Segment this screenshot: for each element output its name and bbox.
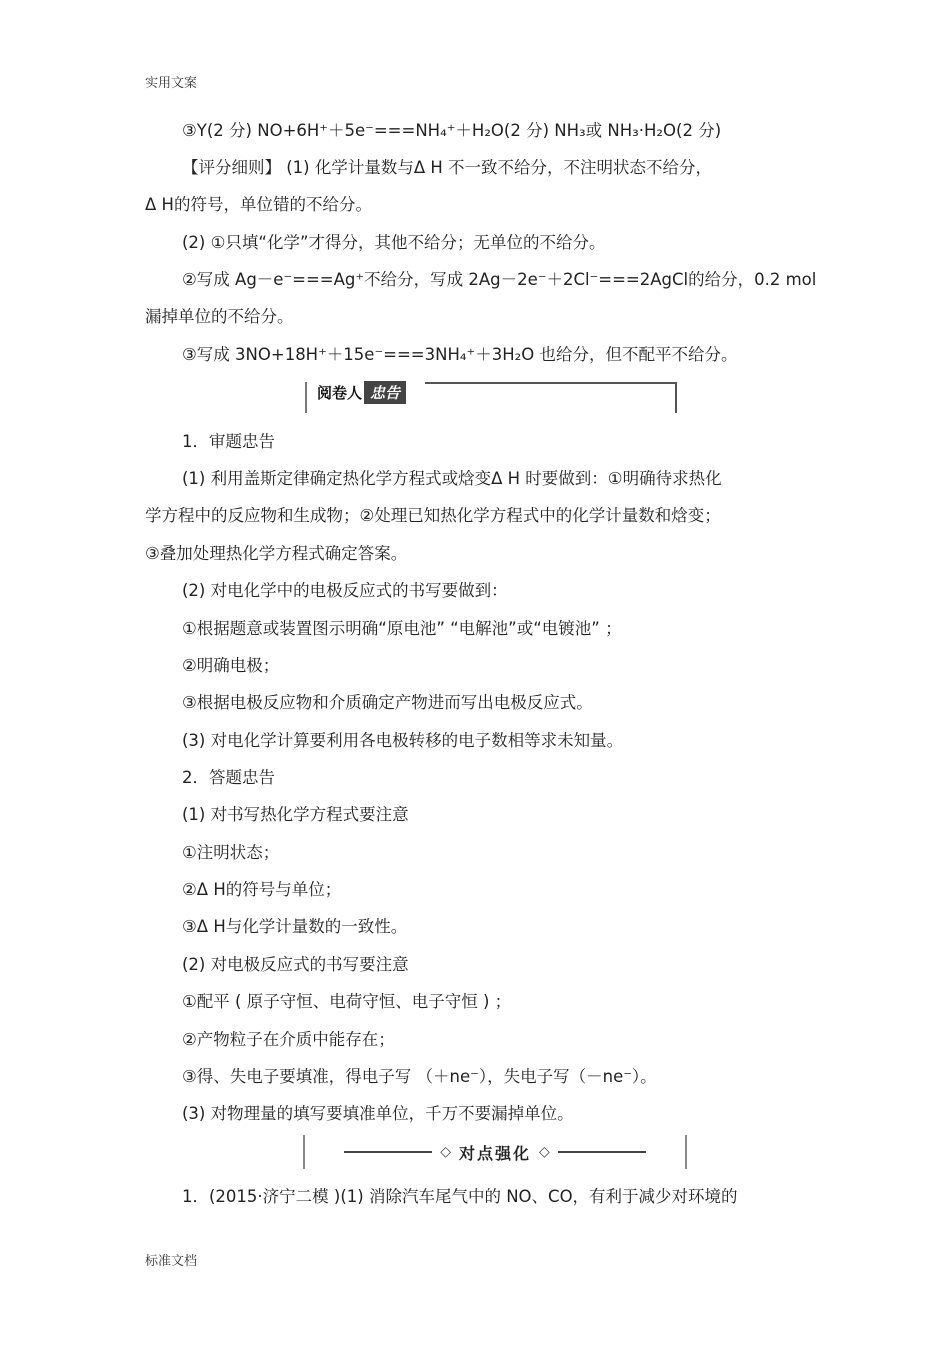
text-line: ③叠加处理热化学方程式确定答案。 [145, 544, 408, 563]
text-line: ②明确电极； [182, 656, 280, 675]
text-line: ①配平 ( 原子守恒、电荷守恒、电子守恒 ) ； [182, 992, 512, 1011]
text-line: ③根据电极反应物和介质确定产物进而写出电极反应式。 [182, 693, 593, 712]
text-line: (2) 对电化学中的电极反应式的书写要做到： [182, 581, 508, 600]
page-footer: 标准文档 [145, 1254, 198, 1269]
section-heading: 2．答题忠告 [182, 768, 275, 787]
text-line: ①根据题意或装置图示明确“原电池” “电解池”或“电镀池” ； [182, 619, 622, 638]
text-line: ②写成 Ag－e⁻===Ag⁺不给分，写成 2Ag－2e⁻＋2Cl⁻===2AgCl的给分，0.2 mol [182, 270, 817, 289]
text-line: ③得、失电子要填准，得电子写 （＋ne⁻），失电子写（－ne⁻）。 [182, 1067, 657, 1086]
text-line: (1) 对书写热化学方程式要注意 [182, 805, 409, 824]
banner-label-right: 忠告 [364, 381, 406, 404]
practice-banner-title: 对点强化 [458, 1143, 531, 1163]
text-line: 学方程中的反应物和生成物；②处理已知热化学方程式中的化学计量数和焓变； [145, 506, 721, 525]
diamond-icon: ◇ [440, 1144, 451, 1160]
text-line: ③写成 3NO+18H⁺＋15e⁻===3NH₄⁺＋3H₂O 也给分，但不配平不给分。 [182, 345, 738, 364]
text-line: ①注明状态； [182, 843, 280, 862]
text-line: 漏掉单位的不给分。 [145, 307, 294, 326]
answer-line-3: ③Y(2 分) NO+6H⁺＋5e⁻===NH₄⁺＋H₂O(2 分) NH₃或 NH₃·H₂O(2 分) [182, 121, 722, 140]
text-line: (3) 对物理量的填写要填准单位，千万不要漏掉单位。 [182, 1104, 574, 1123]
diamond-icon: ◇ [539, 1144, 550, 1160]
practice-banner [303, 1135, 687, 1169]
reviewer-advice-banner [305, 378, 677, 413]
text-line: (1) 利用盖斯定律确定热化学方程式或焓变Δ H 时要做到：①明确待求热化 [182, 469, 722, 488]
text-line: ②Δ H的符号与单位； [182, 880, 342, 899]
text-line: (2) 对电极反应式的书写要注意 [182, 955, 409, 974]
page-header: 实用文案 [145, 76, 198, 91]
text-line: Δ H的符号，单位错的不给分。 [145, 195, 372, 214]
text-line: ③Δ H与化学计量数的一致性。 [182, 917, 408, 936]
text-line: (2) ①只填“化学”才得分，其他不给分；无单位的不给分。 [182, 233, 606, 252]
question-line: 1．(2015·济宁二模 )(1) 消除汽车尾气中的 NO、CO，有利于减少对环境的 [182, 1187, 738, 1206]
scoring-rules-line: 【评分细则】 (1) 化学计量数与Δ H 不一致不给分，不注明状态不给分， [182, 158, 713, 177]
text-line: (3) 对电化学计算要利用各电极转移的电子数相等求未知量。 [182, 731, 624, 750]
section-heading: 1．审题忠告 [182, 432, 275, 451]
banner-label-left: 阅卷人 [317, 383, 363, 402]
text-line: ②产物粒子在介质中能存在； [182, 1030, 395, 1049]
